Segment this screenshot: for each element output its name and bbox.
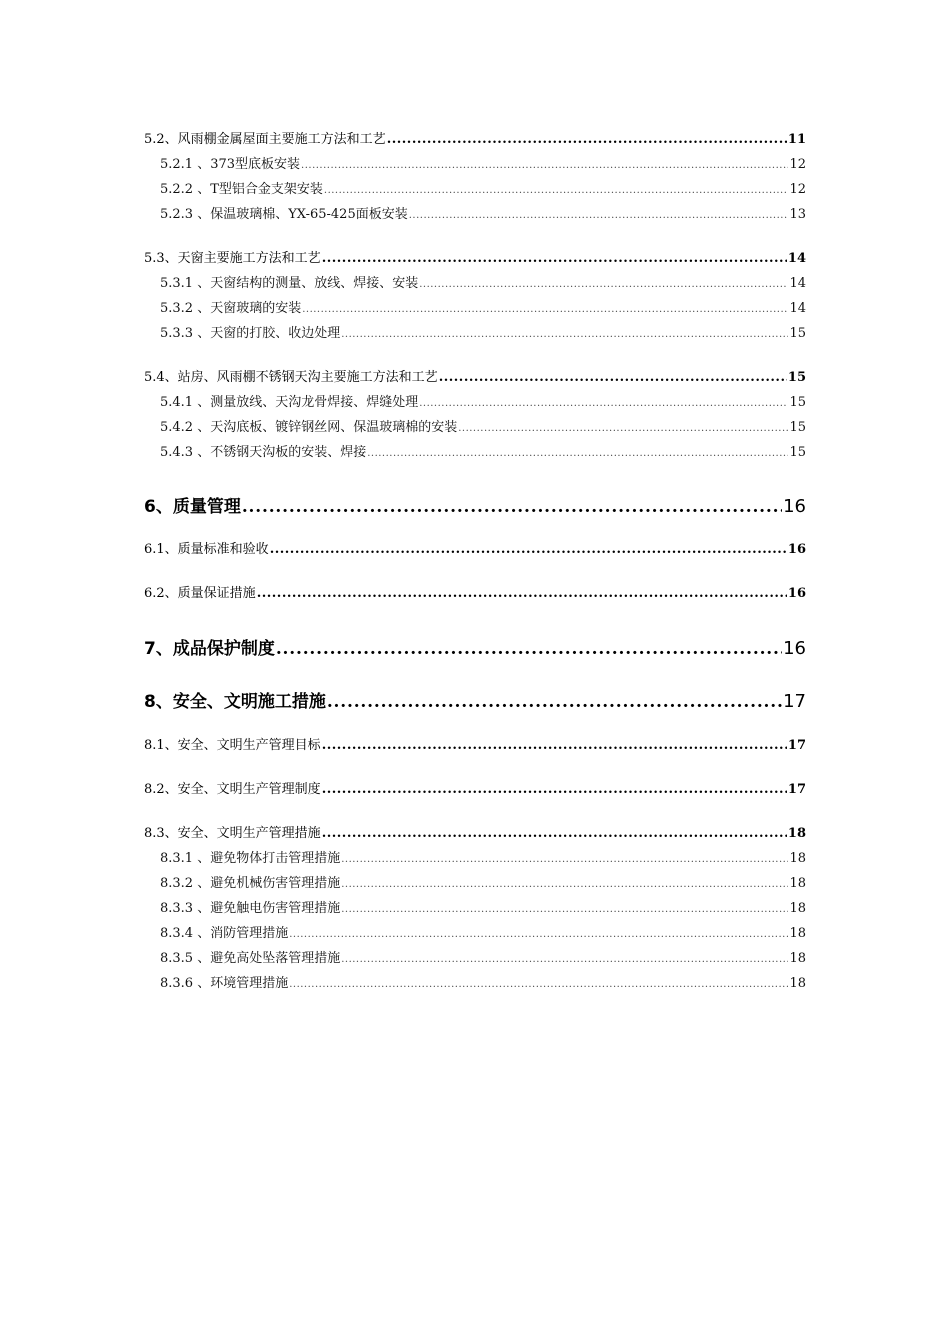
toc-entry-5-3-2[interactable] <box>160 297 806 316</box>
toc-entry-page: 17 <box>783 691 806 712</box>
toc-entry-page: 18 <box>789 851 806 866</box>
toc-entry-8-1[interactable] <box>144 734 806 753</box>
toc-entry-page: 18 <box>789 876 806 891</box>
toc-entry-5-2-1[interactable] <box>160 153 806 172</box>
toc-entry-page: 18 <box>789 901 806 916</box>
toc-entry-label: 5.2、风雨棚金属屋面主要施工方法和工艺 <box>144 132 386 147</box>
toc-entry-label: 7、成品保护制度 <box>144 639 275 659</box>
dot-leader <box>322 738 787 753</box>
toc-entry-6-2[interactable] <box>144 582 806 601</box>
dot-leader <box>341 329 788 340</box>
dot-leader <box>409 210 789 221</box>
dot-leader <box>324 185 789 196</box>
toc-entry-label: 5.3.3 、天窗的打胶、收边处理 <box>160 326 341 341</box>
toc-entry-label: 8.3.1 、避免物体打击管理措施 <box>160 851 341 866</box>
toc-entry-page: 15 <box>787 370 806 385</box>
toc-entry-label: 8.2、安全、文明生产管理制度 <box>144 782 321 797</box>
dot-leader <box>341 879 788 890</box>
dot-leader <box>439 370 787 385</box>
toc-entry-page: 12 <box>789 182 806 197</box>
toc-entry-page: 13 <box>789 207 806 222</box>
toc-entry-label: 8.3.4 、消防管理措施 <box>160 926 289 941</box>
toc-entry-8-3-6[interactable] <box>160 972 806 991</box>
toc-entry-page: 14 <box>787 251 806 266</box>
toc-entry-label: 5.2.3 、保温玻璃棉、YX-65-425面板安装 <box>160 207 408 222</box>
toc-entry-label: 8、安全、文明施工措施 <box>144 692 326 712</box>
toc-entry-page: 17 <box>787 782 806 797</box>
toc-entry-label: 6.2、质量保证措施 <box>144 586 256 601</box>
toc-entry-5-3-1[interactable] <box>160 272 806 291</box>
dot-leader <box>341 904 788 915</box>
toc-entry-8-3-1[interactable] <box>160 847 806 866</box>
toc-entry-5-2-2[interactable] <box>160 178 806 197</box>
dot-leader <box>322 782 787 797</box>
dot-leader <box>341 954 788 965</box>
toc-entry-label: 5.4.3 、不锈钢天沟板的安装、焊接 <box>160 445 367 460</box>
toc-chapter-8[interactable] <box>144 687 806 712</box>
toc-entry-page: 11 <box>787 132 806 147</box>
toc-entry-label: 5.4.1 、测量放线、天沟龙骨焊接、焊缝处理 <box>160 395 419 410</box>
dot-leader <box>387 132 787 147</box>
toc-entry-8-3-4[interactable] <box>160 922 806 941</box>
toc-chapter-7[interactable] <box>144 634 806 659</box>
toc-entry-label: 5.3、天窗主要施工方法和工艺 <box>144 251 321 266</box>
dot-leader <box>276 639 782 659</box>
toc-entry-page: 18 <box>789 951 806 966</box>
toc-entry-page: 12 <box>789 157 806 172</box>
toc-entry-page: 16 <box>783 638 806 659</box>
toc-entry-5-2[interactable] <box>144 128 806 147</box>
toc-entry-page: 16 <box>787 542 806 557</box>
toc-entry-page: 15 <box>789 445 806 460</box>
toc-entry-label: 5.3.2 、天窗玻璃的安装 <box>160 301 302 316</box>
toc-entry-5-3[interactable] <box>144 247 806 266</box>
dot-leader <box>322 251 787 266</box>
dot-leader <box>242 497 782 517</box>
toc-entry-label: 8.1、安全、文明生产管理目标 <box>144 738 321 753</box>
dot-leader <box>419 279 788 290</box>
dot-leader <box>367 448 788 459</box>
dot-leader <box>289 979 788 990</box>
dot-leader <box>270 542 787 557</box>
toc-entry-label: 8.3、安全、文明生产管理措施 <box>144 826 321 841</box>
toc-entry-label: 5.4、站房、风雨棚不锈钢天沟主要施工方法和工艺 <box>144 370 438 385</box>
toc-entry-label: 8.3.3 、避免触电伤害管理措施 <box>160 901 341 916</box>
toc-entry-page: 15 <box>789 395 806 410</box>
toc-entry-5-4[interactable] <box>144 366 806 385</box>
toc-entry-page: 14 <box>789 301 806 316</box>
toc-entry-8-3-3[interactable] <box>160 897 806 916</box>
toc-entry-6-1[interactable] <box>144 538 806 557</box>
toc-entry-label: 8.3.5 、避免高处坠落管理措施 <box>160 951 341 966</box>
toc-entry-8-3-5[interactable] <box>160 947 806 966</box>
toc-entry-label: 5.3.1 、天窗结构的测量、放线、焊接、安装 <box>160 276 419 291</box>
toc-entry-5-3-3[interactable] <box>160 322 806 341</box>
dot-leader <box>257 586 787 601</box>
toc-entry-page: 18 <box>789 926 806 941</box>
toc-entry-5-2-3[interactable] <box>160 203 806 222</box>
toc-entry-page: 14 <box>789 276 806 291</box>
toc-entry-8-3[interactable] <box>144 822 806 841</box>
dot-leader <box>289 929 788 940</box>
toc-entry-8-2[interactable] <box>144 778 806 797</box>
toc-entry-5-4-3[interactable] <box>160 441 806 460</box>
toc-entry-page: 18 <box>787 826 806 841</box>
toc-entry-8-3-2[interactable] <box>160 872 806 891</box>
toc-entry-label: 6、质量管理 <box>144 497 241 517</box>
dot-leader <box>458 423 788 434</box>
toc-entry-page: 15 <box>789 326 806 341</box>
toc-entry-5-4-2[interactable] <box>160 416 806 435</box>
toc-entry-label: 8.3.2 、避免机械伤害管理措施 <box>160 876 341 891</box>
toc-entry-label: 6.1、质量标准和验收 <box>144 542 269 557</box>
dot-leader <box>302 304 788 315</box>
toc-entry-5-4-1[interactable] <box>160 391 806 410</box>
dot-leader <box>419 398 788 409</box>
toc-entry-label: 5.2.2 、T型铝合金支架安装 <box>160 182 323 197</box>
toc-entry-label: 8.3.6 、环境管理措施 <box>160 976 289 991</box>
toc-chapter-6[interactable] <box>144 492 806 517</box>
toc-entry-label: 5.2.1 、373型底板安装 <box>160 157 301 172</box>
toc-entry-page: 17 <box>787 738 806 753</box>
toc-entry-page: 18 <box>789 976 806 991</box>
dot-leader <box>301 160 788 171</box>
toc-entry-label: 5.4.2 、天沟底板、镀锌钢丝网、保温玻璃棉的安装 <box>160 420 458 435</box>
dot-leader <box>327 692 782 712</box>
dot-leader <box>322 826 787 841</box>
toc-entry-page: 15 <box>789 420 806 435</box>
dot-leader <box>341 854 788 865</box>
toc-entry-page: 16 <box>787 586 806 601</box>
toc-entry-page: 16 <box>783 496 806 517</box>
